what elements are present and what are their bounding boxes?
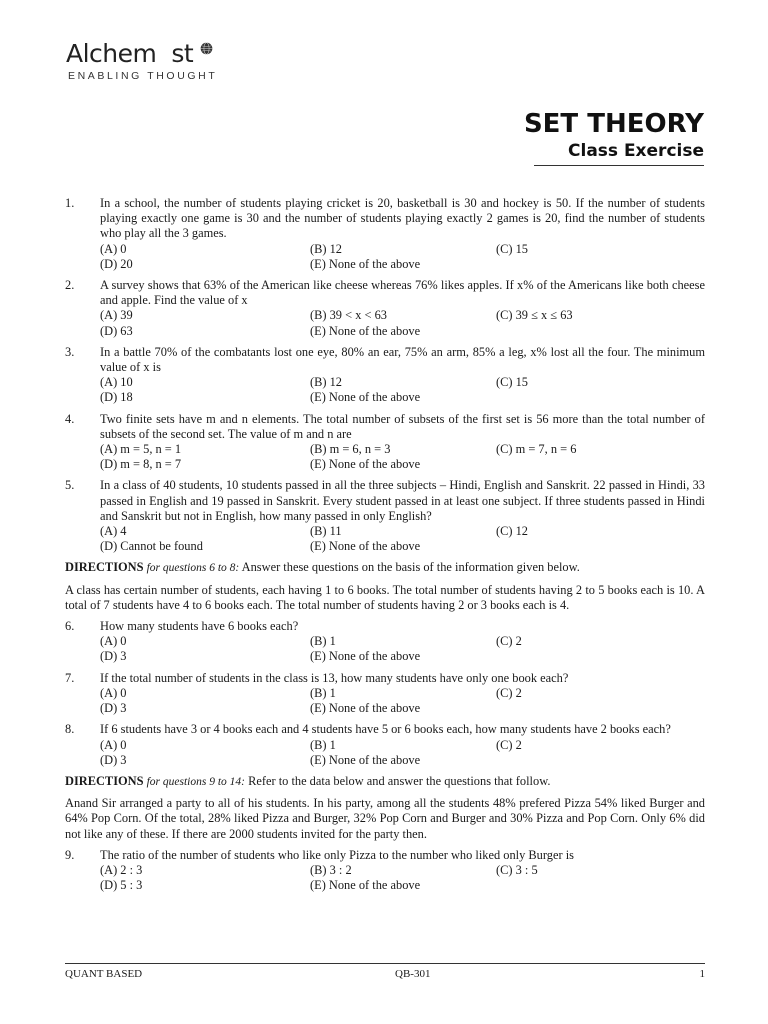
exercise-content <box>65 196 705 899</box>
question-group-9 <box>65 848 705 894</box>
answer-option: (A) 0 <box>100 241 127 256</box>
question-text: In a class of 40 students, 10 students passed in all the three subjects – Hindi, English and Sanskrit. 22 passed in Hindi, 33 passed in English and 19 passed in Sanskrit. Every student passed in at least one subject. If three students passed in Hindi and Sanskrit but not in English, how many passed in only English? <box>100 478 705 523</box>
answer-options <box>100 686 705 716</box>
answer-options <box>100 242 705 272</box>
question-item <box>65 848 705 894</box>
answer-option: (C) 2 <box>496 634 522 649</box>
question-item <box>65 345 705 406</box>
question-item <box>65 722 705 768</box>
question-item <box>65 278 705 339</box>
page-title: SET THEORY <box>523 109 704 139</box>
question-number: 1. <box>65 196 75 210</box>
question-text: The ratio of the number of students who like only Pizza to the number who liked only Burger is <box>100 847 574 862</box>
directions-6-8: DIRECTIONS for questions 6 to 8: Answer these questions on the basis of the information given below. <box>65 560 580 575</box>
answer-option: (D) 20 <box>100 256 133 271</box>
question-number: 6. <box>65 619 75 634</box>
answer-option: (A) 4 <box>100 524 127 539</box>
answer-options <box>100 375 705 405</box>
answer-option: (C) 15 <box>496 375 529 390</box>
question-item <box>65 671 705 717</box>
answer-option: (B) 1 <box>310 685 336 700</box>
answer-option: (E) None of the above <box>310 752 421 767</box>
brand-logo <box>66 40 266 88</box>
answer-option: (A) 10 <box>100 375 133 390</box>
answer-option: (E) None of the above <box>310 878 421 893</box>
answer-option: (D) Cannot be found <box>100 539 203 554</box>
answer-option: (A) 0 <box>100 737 127 752</box>
question-number: 3. <box>65 344 75 359</box>
answer-options <box>100 634 705 664</box>
question-text: How many students have 6 books each? <box>100 619 299 634</box>
answer-options <box>100 524 705 554</box>
answer-option: (D) 18 <box>100 390 133 405</box>
answer-option: (D) 5 : 3 <box>100 878 143 893</box>
answer-option: (B) 39 < x < 63 <box>310 308 387 323</box>
answer-options <box>100 442 705 472</box>
answer-option: (C) 2 <box>496 737 522 752</box>
answer-option: (E) None of the above <box>310 649 421 664</box>
answer-option: (E) None of the above <box>310 390 421 405</box>
answer-options <box>100 738 705 768</box>
question-number: 5. <box>65 478 75 493</box>
answer-option: (A) m = 5, n = 1 <box>100 442 182 457</box>
answer-option: (A) 0 <box>100 634 127 649</box>
answer-option: (C) 15 <box>496 241 529 256</box>
passage-party: Anand Sir arranged a party to all of his students. In his party, among all the students 48% prefered Pizza 54% liked Burger and 64% Pop Corn. Of the total, 28% liked Pizza and Burger, 32% Pop Corn and Burger and 30% Pizza and Pop Corn. Only 6% did not like any of these. If there are 2000 students invited for the party then. <box>65 796 705 841</box>
answer-option: (E) None of the above <box>310 701 421 716</box>
answer-option: (B) 3 : 2 <box>310 862 352 877</box>
question-text: If the total number of students in the class is 13, how many students have only one book each? <box>100 670 569 685</box>
answer-option: (B) 12 <box>310 375 343 390</box>
answer-option: (B) 11 <box>310 524 342 539</box>
question-number: 7. <box>65 670 75 685</box>
answer-option: (E) None of the above <box>310 457 421 472</box>
answer-option: (B) m = 6, n = 3 <box>310 442 391 457</box>
answer-option: (D) 3 <box>100 701 127 716</box>
page-footer <box>65 963 705 980</box>
answer-option: (C) 39 ≤ x ≤ 63 <box>496 308 573 323</box>
globe-icon <box>200 42 213 55</box>
page-subtitle: Class Exercise <box>534 140 704 166</box>
answer-option: (A) 2 : 3 <box>100 862 143 877</box>
question-number: 2. <box>65 278 75 293</box>
question-number: 4. <box>65 411 75 426</box>
answer-option: (E) None of the above <box>310 323 421 338</box>
question-number: 8. <box>65 722 75 737</box>
question-group-6-8 <box>65 619 705 768</box>
answer-option: (D) m = 8, n = 7 <box>100 457 182 472</box>
footer-label: QUANT BASED <box>65 968 143 980</box>
page-number: 1 <box>699 968 705 980</box>
answer-option: (D) 3 <box>100 649 127 664</box>
answer-option: (D) 63 <box>100 323 133 338</box>
question-item <box>65 412 705 473</box>
answer-option: (A) 0 <box>100 685 127 700</box>
answer-options <box>100 863 705 893</box>
answer-option: (E) None of the above <box>310 539 421 554</box>
answer-option: (E) None of the above <box>310 256 421 271</box>
footer-code: QB-301 <box>395 968 431 980</box>
question-text: Two finite sets have m and n elements. The total number of subsets of the first set is 56 more than the total number of subsets of the second set. The value of m and n are <box>100 411 705 441</box>
question-group-1-5 <box>65 196 705 554</box>
answer-option: (B) 1 <box>310 737 336 752</box>
directions-9-14: DIRECTIONS for questions 9 to 14: Refer to the data below and answer the questions that follow. <box>65 773 551 788</box>
question-text: A survey shows that 63% of the American like cheese whereas 76% likes apples. If x% of the Americans like both cheese and apple. Find the value of x <box>100 278 705 308</box>
question-text: If 6 students have 3 or 4 books each and 4 students have 5 or 6 books each, how many students have 2 books each? <box>100 722 671 737</box>
question-item <box>65 619 705 665</box>
question-text: In a school, the number of students playing cricket is 20, basketball is 30 and hockey is 50. If the number of students playing exactly one game is 30 and the number of students playing exactly 2 games is 20, find the number of students who play all the 3 games. <box>100 196 705 241</box>
answer-option: (D) 3 <box>100 752 127 767</box>
answer-option: (B) 1 <box>310 634 336 649</box>
answer-option: (C) 12 <box>496 524 529 539</box>
answer-options <box>100 308 705 338</box>
question-item <box>65 196 705 272</box>
answer-option: (C) m = 7, n = 6 <box>496 442 577 457</box>
answer-option: (C) 2 <box>496 685 522 700</box>
answer-option: (B) 12 <box>310 241 343 256</box>
answer-option: (C) 3 : 5 <box>496 862 538 877</box>
brand-tagline: ENABLING THOUGHT <box>68 70 218 82</box>
question-item <box>65 478 705 554</box>
brand-wordmark: Alchem st <box>66 39 194 68</box>
passage-books: A class has certain number of students, each having 1 to 6 books. The total number of students having 2 to 5 books each is 10. A total of 7 students have 4 to 6 books each. The total number of students having 2 or 3 books each is 4. <box>65 582 705 612</box>
title-block <box>524 108 704 166</box>
question-text: In a battle 70% of the combatants lost one eye, 80% an ear, 75% an arm, 85% a leg, x% lost all the four. The minimum value of x is <box>100 344 705 375</box>
question-number: 9. <box>65 847 75 862</box>
answer-option: (A) 39 <box>100 308 133 323</box>
